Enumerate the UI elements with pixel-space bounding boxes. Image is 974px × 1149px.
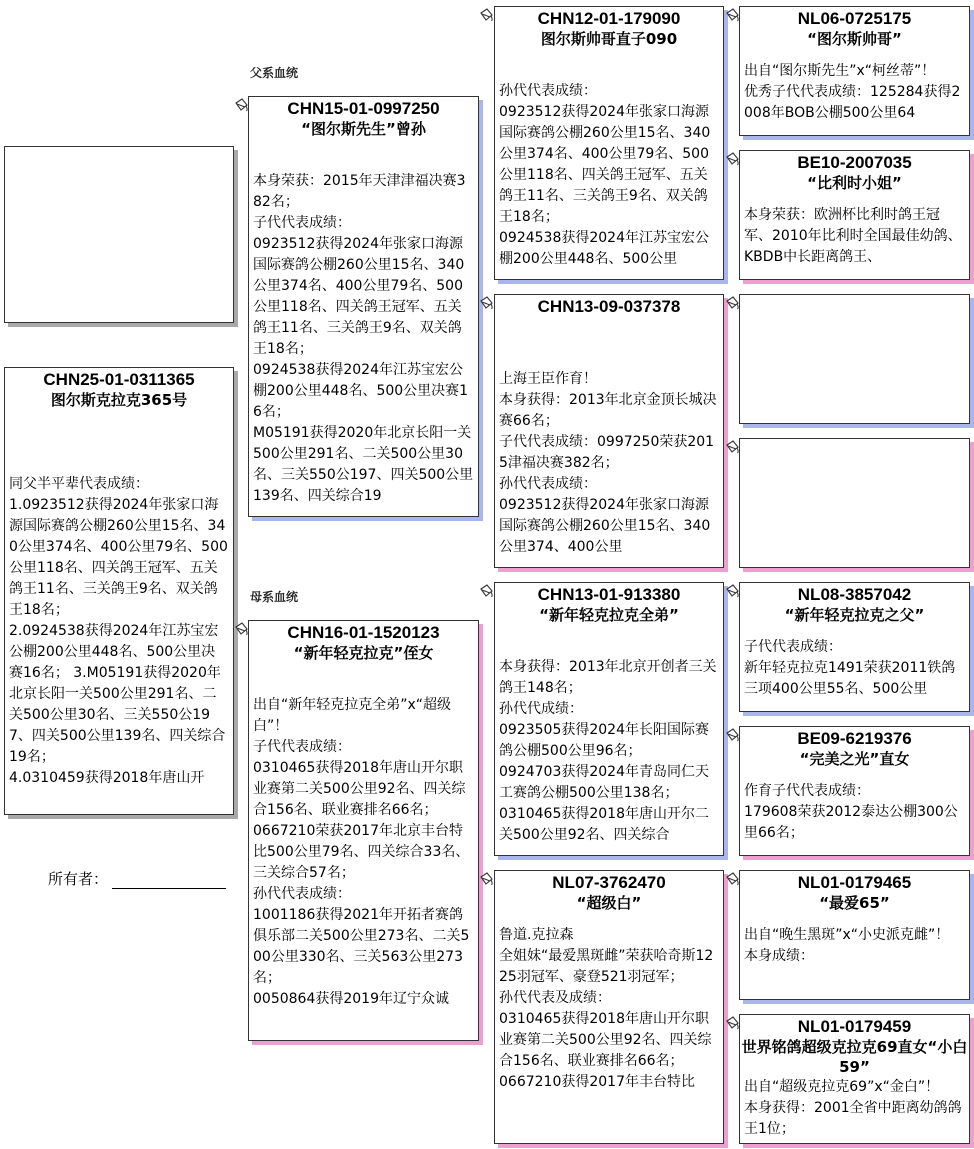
sire-dam-description: 上海王臣作育！ 本身获得：2013年北京金顶长城决赛66名； 子代代表成绩：0997250荣获2015津福决赛382名； 孙代代表成绩： 0923512获得2024年张家口海源国际赛鸽公棚260公里15名、340公里374、400公里 bbox=[499, 371, 717, 555]
sire-description: 本身荣获：2015年天津津福决赛382名； 子代代表成绩： 0923512获得2024年张家口海源国际赛鸽公棚260公里15名、340公里374名、400公里79名、500公里118名、四关鸽王冠军、五关鸽王11名、三关鸽王9名、双关鸽王18名； 0924538获得2024年江苏宝宏公棚200公里448名、500公里决赛16名； M05191获得2020年北京长阳一关500公里291名、二关500公里30名、三关550公197、四关500公里139名、四关综合19 bbox=[253, 173, 474, 504]
dam-dam-dam-card[interactable] bbox=[739, 1014, 970, 1144]
dam-dam-card[interactable] bbox=[494, 870, 724, 1144]
fill-bucket-icon[interactable] bbox=[725, 8, 739, 22]
dam-sire-dam-description: 作育子代代表成绩： 179608荣获2012泰达公棚300公里66名； bbox=[744, 783, 958, 841]
sire-sire-dam-card[interactable] bbox=[739, 150, 970, 280]
owner-line[interactable] bbox=[112, 871, 226, 889]
owner-field bbox=[48, 868, 226, 889]
dam-sire-dam-name: “完美之光”直女 bbox=[799, 750, 910, 768]
sire-sire-sire-description: 出自“图尔斯先生”x“柯丝蒂”！ 优秀子代代表成绩：125284获得2008年BOB公棚500公里64 bbox=[744, 63, 961, 121]
sire-sire-name: 图尔斯帅哥直子090 bbox=[540, 30, 678, 48]
fill-bucket-icon[interactable] bbox=[479, 584, 493, 598]
dam-dam-sire-card[interactable] bbox=[739, 870, 970, 1000]
sire-card[interactable] bbox=[248, 96, 479, 517]
fill-bucket-icon[interactable] bbox=[725, 1016, 739, 1030]
fill-bucket-icon[interactable] bbox=[725, 152, 739, 166]
maternal-section-label: 母系血统 bbox=[250, 590, 299, 604]
sire-dam-card[interactable] bbox=[494, 294, 724, 568]
fill-bucket-icon[interactable] bbox=[234, 622, 248, 636]
dam-dam-sire-name: “最爱65” bbox=[819, 894, 890, 912]
dam-sire-card[interactable] bbox=[494, 582, 724, 856]
dam-sire-sire-name: “新年轻克拉克之父” bbox=[784, 606, 925, 624]
subject-ring-number: CHN25-01-0311365 bbox=[43, 370, 195, 389]
dam-dam-sire-ring-number: NL01-0179465 bbox=[797, 873, 912, 892]
fill-bucket-icon[interactable] bbox=[479, 8, 493, 22]
dam-sire-sire-card[interactable] bbox=[739, 582, 970, 712]
fill-bucket-icon[interactable] bbox=[725, 728, 739, 742]
sire-name: “图尔斯先生”曾孙 bbox=[301, 120, 426, 138]
sire-sire-description: 孙代代表成绩： 0923512获得2024年张家口海源国际赛鸽公棚260公里15名、340公里374名、400公里79名、500公里118名、四关鸽王冠军、五关鸽王11名、三关鸽王9名、双关鸽王18名； 0924538获得2024年江苏宝宏公棚200公里448名、500公里 bbox=[499, 83, 711, 267]
owner-label: 所有者： bbox=[48, 870, 109, 888]
dam-dam-name: “超级白” bbox=[576, 894, 642, 912]
dam-dam-sire-description: 出自“晚生黑斑”x“小史派克雌”！ 本身成绩： bbox=[744, 927, 950, 964]
sire-sire-ring-number: CHN12-01-179090 bbox=[537, 9, 681, 28]
sire-ring-number: CHN15-01-0997250 bbox=[287, 99, 440, 118]
dam-dam-ring-number: NL07-3762470 bbox=[552, 873, 666, 892]
fill-bucket-icon[interactable] bbox=[234, 98, 248, 112]
dam-sire-sire-description: 子代代表成绩： 新年轻克拉克1491荣获2011铁鸽三项400公里55名、500公里 bbox=[744, 639, 956, 697]
fill-bucket-icon[interactable] bbox=[725, 440, 739, 454]
dam-ring-number: CHN16-01-1520123 bbox=[287, 623, 440, 642]
sire-sire-sire-ring-number: NL06-0725175 bbox=[797, 9, 912, 28]
dam-dam-description: 鲁道.克拉森 全姐妹“最爱黑斑雌”荣获哈奇斯1225羽冠军、豪登521羽冠军； 孙代代表及成绩： 0310465获得2018年唐山开尔职业赛第二关500公里92名、四关综合156名、联业赛排名66名； 0667210获得2017年丰台特比 bbox=[499, 927, 714, 1090]
dam-dam-dam-ring-number: NL01-0179459 bbox=[797, 1017, 912, 1036]
dam-sire-sire-ring-number: NL08-3857042 bbox=[797, 585, 912, 604]
photo-placeholder bbox=[4, 146, 234, 323]
paternal-section-label: 父系血统 bbox=[250, 66, 299, 80]
sire-sire-sire-name: “图尔斯帅哥” bbox=[807, 30, 902, 48]
fill-bucket-icon[interactable] bbox=[725, 584, 739, 598]
dam-dam-dam-name: 世界铭鸽超级克拉克69直女“小白59” bbox=[741, 1038, 968, 1076]
sire-sire-dam-ring-number: BE10-2007035 bbox=[797, 153, 912, 172]
dam-sire-description: 本身获得：2013年北京开创者三关鸽王148名； 孙代代成绩： 0923505获得2024年长阳国际赛鸽公棚500公里96名； 0924703获得2024年青岛同仁天工赛鸽公棚500公里138名； 0310465获得2018年唐山开尔二关500公里92名、四关综合 bbox=[499, 659, 717, 843]
sire-sire-card[interactable] bbox=[494, 6, 724, 280]
fill-bucket-icon[interactable] bbox=[725, 296, 739, 310]
sire-dam-ring-number: CHN13-09-037378 bbox=[537, 297, 681, 316]
dam-sire-ring-number: CHN13-01-913380 bbox=[537, 585, 681, 604]
dam-sire-dam-card[interactable] bbox=[739, 726, 970, 856]
dam-card[interactable] bbox=[248, 620, 479, 1041]
sire-sire-sire-card[interactable] bbox=[739, 6, 970, 136]
dam-dam-dam-description: 出自“超级克拉克69”x“金白”！ 本身获得：2001全省中距离幼鸽鸽王1位； bbox=[744, 1079, 962, 1137]
dam-sire-dam-ring-number: BE09-6219376 bbox=[797, 729, 912, 748]
fill-bucket-icon[interactable] bbox=[479, 872, 493, 886]
subject-description: 同父半平辈代表成绩： 1.0923512获得2024年张家口海源国际赛鸽公棚260公里15名、340公里374名、400公里79名、500公里118名、四关鸽王冠军、五关鸽王11名、三关鸽王9名、双关鸽王18名； 2.0924538获得2024年江苏宝宏公棚200公里448名、500公里决赛16名； 3.M05191获得2020年北京长阳一关500公里291名、二关500公里30名、三关550公197、四关500公里139名、四关综合19名； 4.0310459获得2018年唐山开 bbox=[9, 476, 228, 786]
dam-name: “新年轻克拉克”侄女 bbox=[293, 644, 434, 662]
fill-bucket-icon[interactable] bbox=[725, 872, 739, 886]
sire-dam-sire-card[interactable] bbox=[739, 294, 970, 424]
dam-description: 出自“新年轻克拉克全弟”x“超级白”！ 子代代表成绩： 0310465获得2018年唐山开尔职业赛第二关500公里92名、四关综合156名、联业赛排名66名； 0667210荣获2017年北京丰台特比500公里79名、四关综合33名、三关综合57名； 孙代代表成绩： 1001186获得2021年开拓者赛鸽俱乐部二关500公里273名、二关500公里330名、三关563公里273名； 0050864获得2019年辽宁众诚 bbox=[253, 697, 470, 1007]
sire-sire-dam-name: “比利时小姐” bbox=[807, 174, 902, 192]
fill-bucket-icon[interactable] bbox=[479, 296, 493, 310]
subject-card[interactable] bbox=[4, 367, 234, 815]
subject-name: 图尔斯克拉克365号 bbox=[50, 391, 188, 409]
dam-sire-name: “新年轻克拉克全弟” bbox=[539, 606, 679, 624]
sire-dam-dam-card[interactable] bbox=[739, 438, 970, 568]
sire-sire-dam-description: 本身荣获：欧洲杯比利时鸽王冠军、2010年比利时全国最佳幼鸽、KBDB中长距离鸽王、 bbox=[744, 207, 962, 265]
